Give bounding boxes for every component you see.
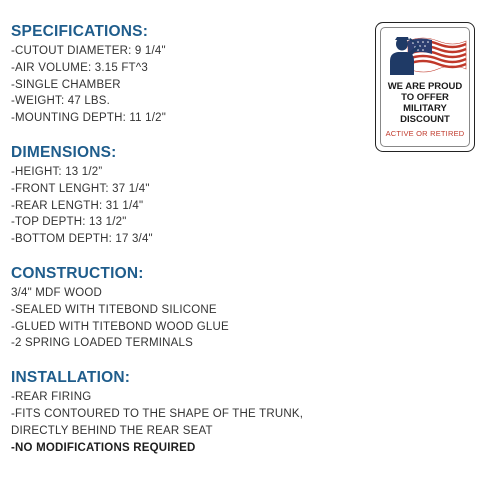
construction-line: -2 SPRING LOADED TERMINALS (11, 337, 194, 350)
dimension-line: -HEIGHT: 13 1/2” (11, 165, 103, 178)
spec-line: -SINGLE CHAMBER (11, 78, 121, 91)
specifications-heading: SPECIFICATIONS: (11, 23, 149, 40)
installation-section (11, 368, 371, 456)
spec-sheet (11, 22, 371, 472)
sign-subtitle: ACTIVE OR RETIRED (385, 129, 465, 138)
dimension-line: -BOTTOM DEPTH: 17 3/4" (11, 233, 153, 246)
sign-line-1: WE ARE PROUD (387, 81, 463, 92)
sign-message (388, 81, 463, 125)
dimension-line: -TOP DEPTH: 13 1/2" (11, 216, 127, 229)
specifications-section (11, 22, 371, 127)
dimensions-section (11, 143, 371, 248)
dimension-line: -REAR LENGTH: 31 1/4" (11, 199, 144, 212)
installation-note: -NO MODIFICATIONS REQUIRED (11, 441, 196, 454)
construction-line: 3/4" MDF WOOD (11, 286, 103, 299)
dimensions-heading: DIMENSIONS: (11, 143, 117, 161)
construction-section (11, 264, 371, 352)
spec-line: -AIR VOLUME: 3.15 FT^3 (11, 61, 148, 74)
sign-inner-border (380, 27, 470, 147)
sign-line-2: TO OFFER (401, 92, 449, 103)
construction-line: -SEALED WITH TITEBOND SILICONE (11, 303, 217, 316)
sign-line-3: MILITARY (403, 103, 447, 114)
construction-line: -GLUED WITH TITEBOND WOOD GLUE (11, 320, 229, 333)
sign-line-4: DISCOUNT (400, 114, 450, 125)
saluting-soldier-flag-icon (380, 31, 470, 75)
dimension-line: -FRONT LENGHT: 37 1/4" (11, 182, 150, 195)
installation-line: DIRECTLY BEHIND THE REAR SEAT (11, 424, 213, 437)
spec-line: -WEIGHT: 47 LBS. (11, 95, 111, 108)
spec-line: -CUTOUT DIAMETER: 9 1/4" (11, 45, 166, 57)
military-discount-sign (375, 22, 475, 152)
installation-line: -FITS CONTOURED TO THE SHAPE OF THE TRUNK, (11, 407, 304, 420)
installation-heading: INSTALLATION: (11, 369, 131, 387)
spec-line: -MOUNTING DEPTH: 11 1/2" (11, 112, 166, 125)
installation-line: -REAR FIRING (11, 391, 92, 404)
construction-heading: CONSTRUCTION: (11, 264, 144, 282)
